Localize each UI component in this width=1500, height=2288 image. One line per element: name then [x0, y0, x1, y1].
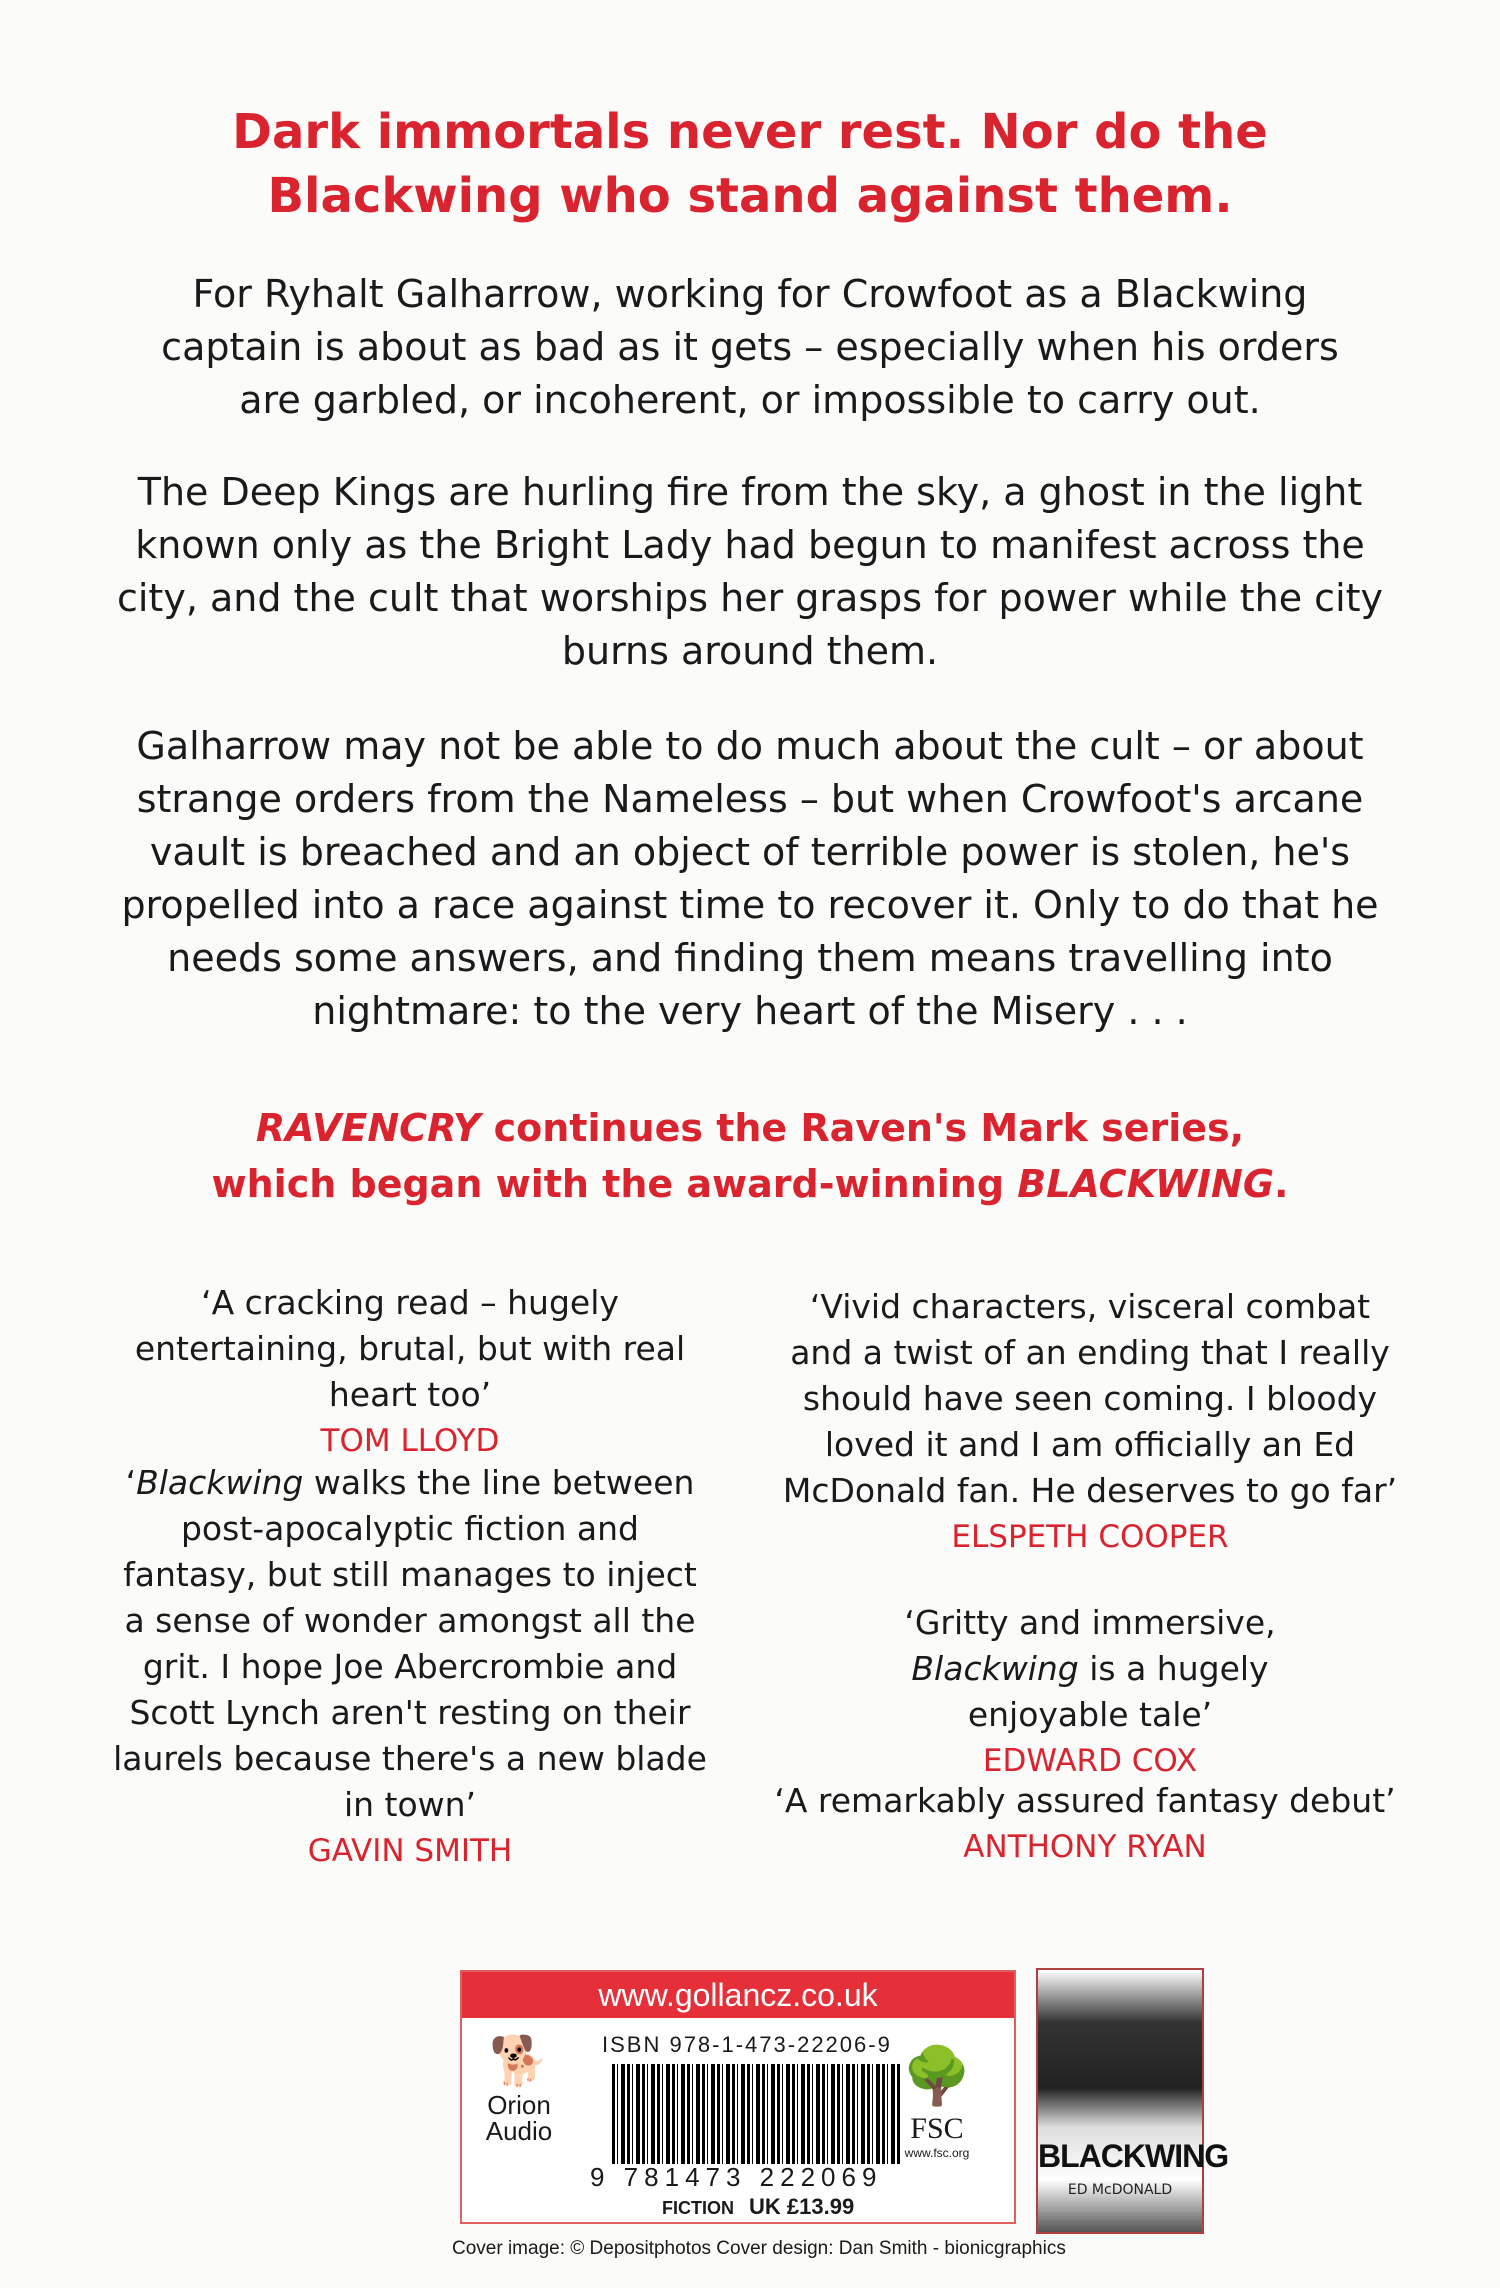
- series-title-ravencry: RAVENCRY: [255, 1106, 481, 1150]
- series-text: continues the Raven's Mark series,: [480, 1106, 1245, 1150]
- quote-source: ELSPETH COOPER: [951, 1519, 1229, 1555]
- logo-text: Audio: [485, 2116, 553, 2146]
- fsc-url: www.fsc.org: [904, 2146, 970, 2160]
- quote-tom-lloyd: [130, 1280, 690, 1464]
- blurb-paragraph-2: The Deep Kings are hurling fire from the sky, a ghost in the light known only as the Bright Lady had begun to manifest across the city, and the cult that worships her grasps for power while the city burns around them.: [116, 470, 1384, 673]
- series-note: [0, 1100, 1500, 1212]
- quote-text: ‘Vivid characters, visceral combat and a twist of an ending that I really should have seen coming. I bloody loved it and I am officially an Ed McDonald fan. He deserves to go far’: [782, 1287, 1398, 1510]
- publisher-url: www.gollancz.co.uk: [462, 1972, 1014, 2018]
- blurb-paragraph-1: For Ryhalt Galharrow, working for Crowfoot as a Blackwing captain is about as bad as it gets – especially when his orders are garbled, or incoherent, or impossible to carry out.: [161, 272, 1339, 422]
- fsc-logo: [882, 2042, 992, 2160]
- quote-italic: Blackwing: [136, 1463, 304, 1502]
- series-text: .: [1274, 1162, 1289, 1206]
- barcode: [612, 2064, 902, 2164]
- blackwing-cover-thumbnail: [1036, 1968, 1229, 2234]
- quote-text: ‘A remarkably assured fantasy debut’: [774, 1781, 1396, 1820]
- quote-gavin-smith: [110, 1460, 710, 1874]
- series-title-blackwing: BLACKWING: [1017, 1162, 1275, 1206]
- headline-line-1: Dark immortals never rest. Nor do the: [232, 104, 1268, 160]
- blurb-paragraph-3: Galharrow may not be able to do much about the cult – or about strange orders from the Nameless – but when Crowfoot's arcane vault is breached and an object of terrible power is stolen, he's propelled into a race against time to recover it. Only to do that he needs some answers, and finding them means travelling into nightmare: to the very heart of the Misery . . .: [121, 724, 1379, 1033]
- headline-line-2: Blackwing who stand against them.: [267, 168, 1233, 224]
- headline: [0, 100, 1500, 228]
- quote-text: [830, 1600, 1350, 1738]
- dog-icon: 🐕: [489, 2035, 549, 2088]
- thumbnail-title: BLACKWING: [1038, 2138, 1229, 2174]
- quote-text: ‘Blackwing walks the line between post-apocalyptic fiction and fantasy, but still manages to inject a sense of wonder amongst all the grit. I hope Joe Abercrombie and Scott Lynch aren't resting on their laurels because there's a new blade in town’: [113, 1463, 707, 1824]
- quote-body: ‘Gritty and immersive,: [904, 1603, 1276, 1642]
- quote-source: EDWARD COX: [982, 1743, 1198, 1779]
- category: FICTION: [662, 2198, 734, 2218]
- quote-italic: Blackwing: [911, 1649, 1079, 1688]
- quote-anthony-ryan: [760, 1778, 1410, 1870]
- quote-text: ‘A cracking read – hugely entertaining, brutal, but with real heart too’: [134, 1283, 686, 1414]
- cover-credit: Cover image: © Depositphotos Cover design: Dan Smith - bionicgraphics: [452, 2238, 1066, 2259]
- quote-body: walks the line between post-apocalyptic fiction and fantasy, but still manages to inject a sense of wonder amongst all the grit. I hope Joe Abercrombie and Scott Lynch aren't resting on their laurels because there's a new blade in town’: [113, 1463, 707, 1824]
- quote-source: TOM LLOYD: [320, 1423, 500, 1459]
- logo-text: Orion: [487, 2090, 551, 2120]
- barcode-box: [460, 1970, 1016, 2224]
- orion-audio-logo: [474, 2032, 564, 2144]
- quote-edward-cox: [830, 1600, 1350, 1784]
- quote-body: is a hugely enjoyable tale’: [967, 1649, 1269, 1734]
- thumbnail-author: ED McDONALD: [1067, 2182, 1173, 2198]
- quote-elspeth-cooper: [775, 1284, 1405, 1560]
- quote-source: ANTHONY RYAN: [963, 1829, 1207, 1865]
- price: UK £13.99: [749, 2194, 855, 2219]
- fsc-text: FSC: [910, 2112, 964, 2145]
- series-text: which began with the award-winning: [211, 1162, 1018, 1206]
- tree-icon: 🌳: [902, 2046, 972, 2108]
- barcode-digits: 9 781473 222069: [590, 2162, 883, 2192]
- price-line: [662, 2194, 854, 2220]
- isbn: ISBN 978-1-473-22206-9: [602, 2032, 892, 2057]
- quote-source: GAVIN SMITH: [307, 1833, 513, 1869]
